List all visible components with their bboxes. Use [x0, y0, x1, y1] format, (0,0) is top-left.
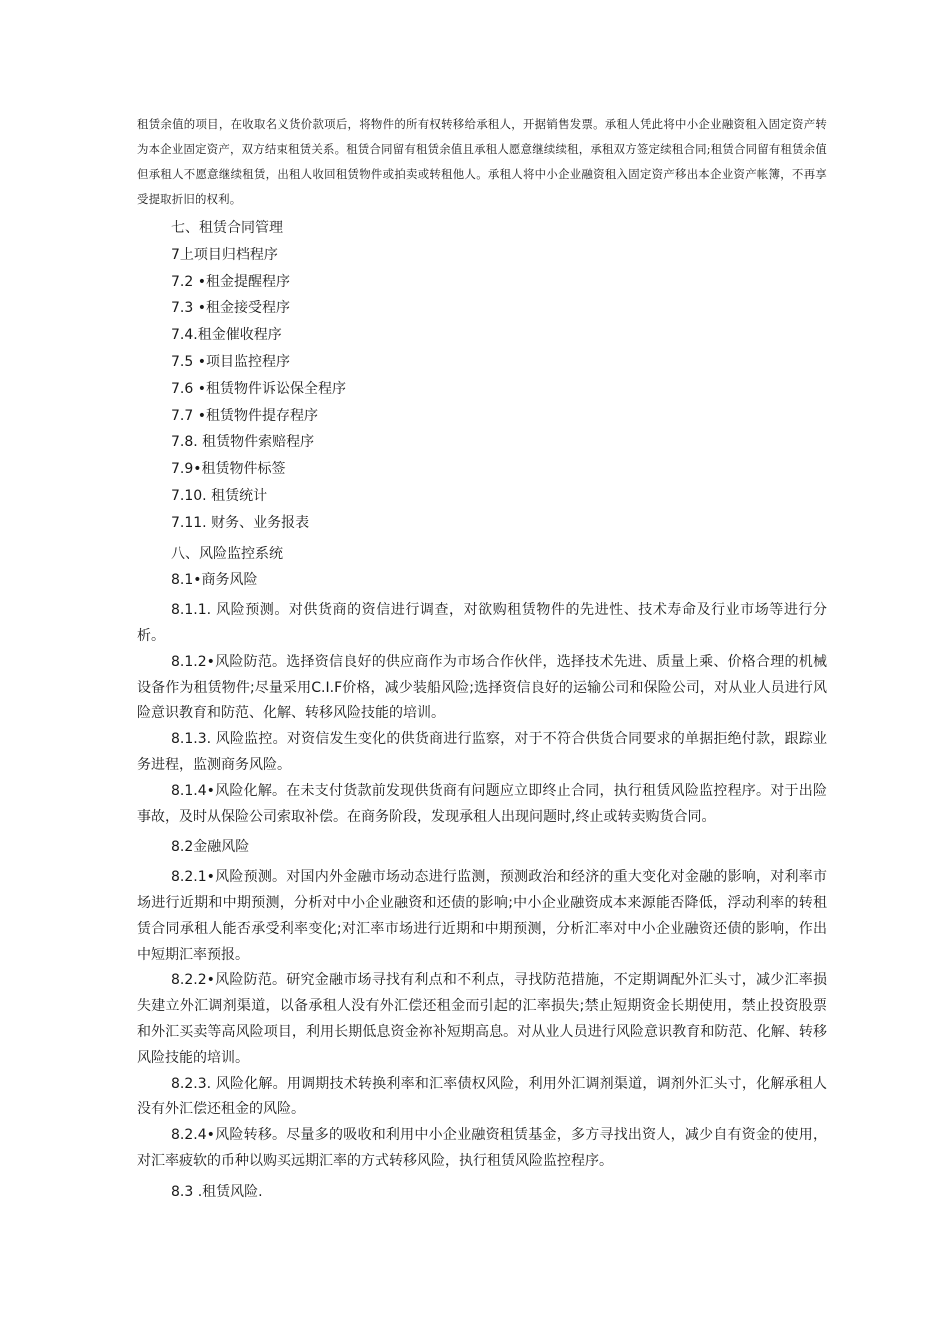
- section-8-3-heading: 8.3 .租赁风险.: [171, 1183, 263, 1200]
- toc-item-7-1: 7上项目归档程序: [171, 246, 278, 263]
- toc-item-7-5: 7.5 •项目监控程序: [171, 353, 290, 370]
- section-7-heading: 七、租赁合同管理: [171, 220, 283, 236]
- paragraph-8-1-1: 8.1.1. 风险预测。对供货商的资信进行调查，对欲购租赁物件的先进性、技术寿命及行业市场等进行分析。: [137, 602, 827, 644]
- paragraph-8-1-2: 8.1.2•风险防范。选择资信良好的供应商作为市场合作伙伴，选择技术先进、质量上乘、价格合理的机械设备作为租赁物件;尽量采用C.I.F价格，减少装船风险;选择资信良好的运输公司和保险公司，对从业人员进行风险意识教育和防范、化解、转移风险技能的培训。: [137, 653, 827, 722]
- paragraph-8-2-2: 8.2.2•风险防范。研究金融市场寻找有利点和不利点，寻找防范措施，不定期调配外汇头寸，减少汇率损失建立外汇调剂渠道，以备承租人没有外汇偿还租金而引起的汇率损失;禁止短期资金长期使用，禁止投资股票和外汇买卖等高风险项目，利用长期低息资金祢补短期高息。对从业人员进行风险意识教育和防范、化解、转移风险技能的培训。: [137, 972, 827, 1066]
- toc-item-7-9: 7.9•租赁物件标签: [171, 461, 286, 478]
- toc-item-7-7: 7.7 •租赁物件提存程序: [171, 407, 318, 424]
- toc-item-7-8: 7.8. 租赁物件索赔程序: [171, 434, 315, 451]
- toc-item-7-3: 7.3 •租金接受程序: [171, 300, 290, 317]
- toc-item-7-4: 7.4.租金催收程序: [171, 327, 282, 344]
- section-8-2-heading: 8.2金融风险: [171, 839, 250, 856]
- paragraph-8-2-1: 8.2.1•风险预测。对国内外金融市场动态进行监测，预测政治和经济的重大变化对金融的影响，对利率市场进行近期和中期预测，分析对中小企业融资和还债的影响;中小企业融资成本来源能否降低，浮动利率的转租赁合同承租人能否承受利率变化;对汇率市场进行近期和中期预测，分析汇率对中小企业融资还债的影响，作出中短期汇率预报。: [137, 869, 827, 963]
- section-8-1-heading: 8.1•商务风险: [171, 572, 258, 589]
- toc-item-7-11: 7.11. 财务、业务报表: [171, 514, 310, 531]
- section-8: [137, 541, 827, 1206]
- document-page: [137, 112, 827, 1205]
- section-7: [137, 215, 827, 537]
- intro-paragraph: 租赁余值的项目，在收取名义货价款项后，将物件的所有权转移给承租人，开据销售发票。承租人凭此将中小企业融资租入固定资产转为本企业固定资产，双方结束租赁关系。租赁合同留有租赁余值且承租人愿意继续续租，承租双方签定续租合同;租赁合同留有租赁余值但承租人不愿意继续租赁，出租人收回租赁物件或拍卖或转租他人。承租人将中小企业融资租入固定资产移出本企业资产帐簿，不再享受提取折旧的权利。: [137, 117, 827, 206]
- paragraph-8-2-3: 8.2.3. 风险化解。用调期技术转换利率和汇率债权风险，利用外汇调剂渠道，调剂外汇头寸，化解承租人没有外汇偿还租金的风险。: [137, 1075, 827, 1118]
- paragraph-8-1-4: 8.1.4•风险化解。在未支付货款前发现供货商有问题应立即终止合同，执行租赁风险监控程序。对于出险事故，及时从保险公司索取补偿。在商务阶段，发现承租人出现问题时,终止或转卖购货合同。: [137, 782, 827, 825]
- toc-item-7-6: 7.6 •租赁物件诉讼保全程序: [171, 380, 346, 397]
- toc-item-7-2: 7.2 •租金提醒程序: [171, 273, 290, 290]
- section-8-heading: 八、风险监控系统: [171, 545, 283, 562]
- toc-item-7-10: 7.10. 租赁统计: [171, 487, 268, 504]
- paragraph-8-2-4: 8.2.4•风险转移。尽量多的吸收和利用中小企业融资租赁基金，多方寻找出资人，减少自有资金的使用，对汇率疲软的币种以购买远期汇率的方式转移风险，执行租赁风险监控程序。: [137, 1127, 827, 1169]
- paragraph-8-1-3: 8.1.3. 风险监控。对资信发生变化的供货商进行监察，对于不符合供货合同要求的单据拒绝付款，跟踪业务进程，监测商务风险。: [137, 731, 827, 773]
